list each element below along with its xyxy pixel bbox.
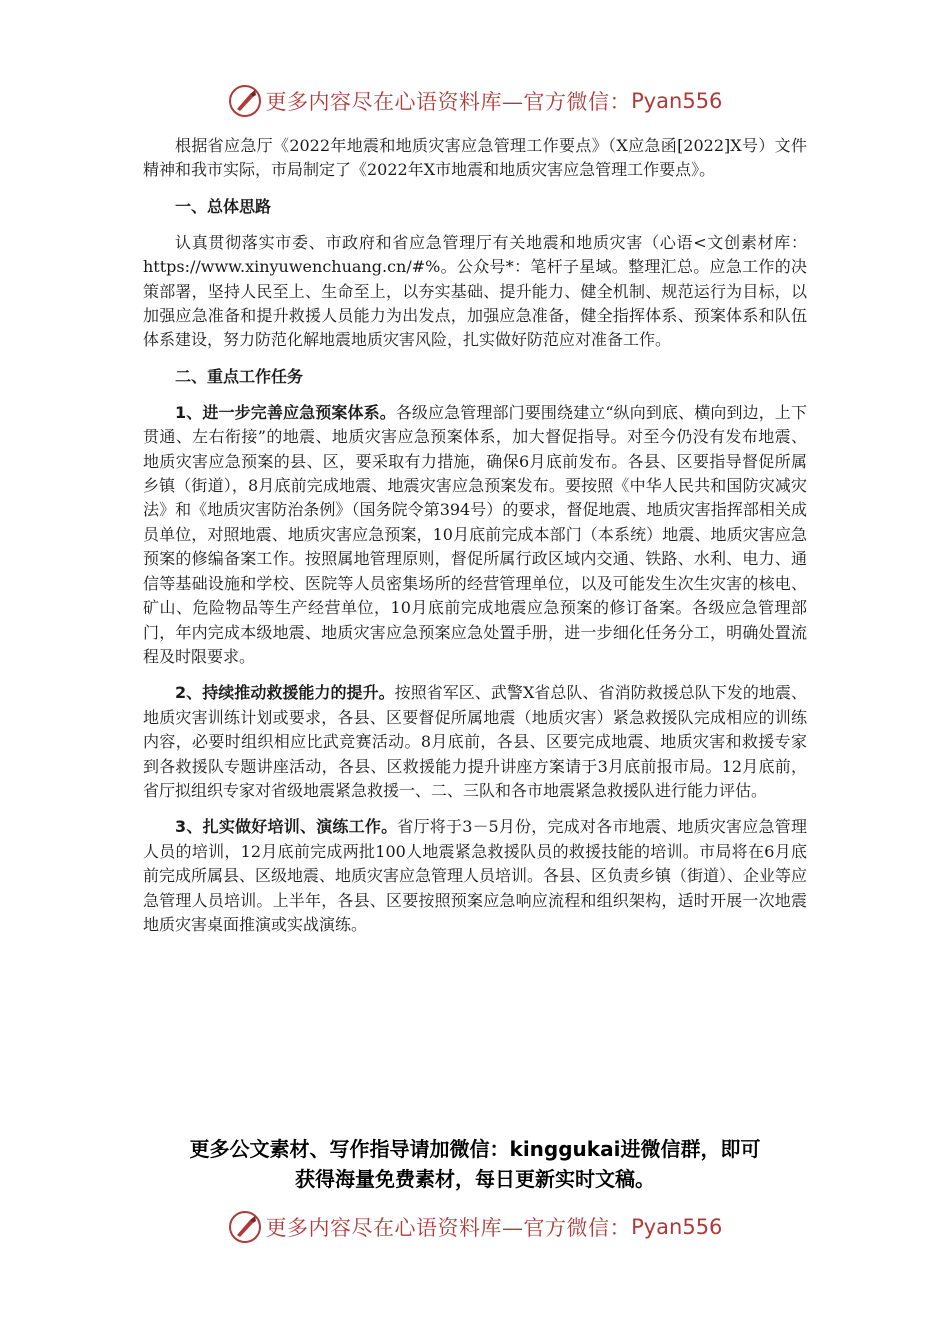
footer-advertisement [143,1134,807,1194]
task-lead-1: 1、进一步完善应急预案体系。 [175,402,396,422]
banner-wechat-id: Pyan556 [631,89,723,113]
banner-wechat-id: Pyan556 [631,1215,723,1239]
banner-text: 更多内容尽在心语资料库—官方微信： [265,1216,632,1240]
task-body-1: 各级应急管理部门要围绕建立“纵向到底、横向到边，上下贯通、左右衔接”的地震、地质灾害应急预案体系，加大督促指导。对至今仍没有发布地震、地质灾害应急预案的县、区，要采取有力措施，确保6月底前发布。各县、区要指导督促所属乡镇（街道），8月底前完成地震、地震灾害应急预案发布。要按照《中华人民共和国防灾减灾法》和《地质灾害防治条例》（国务院令第394号）的要求，督促地震、地质灾害指挥部相关成员单位，对照地震、地质灾害应急预案，10月底前完成本部门（本系统）地震、地质灾害应急预案的修编备案工作。按照属地管理原则，督促所属行政区域内交通、铁路、水利、电力、通信等基础设施和学校、医院等人员密集场所的经营管理单位，以及可能发生次生灾害的核电、矿山、危险物品等生产经营单位，10月底前完成地震应急预案的修订备案。各级应急管理部门，年内完成本级地震、地质灾害应急预案应急处置手册，进一步细化任务分工，明确处置流程及时限要求。 [143,402,807,666]
document-body [143,134,807,937]
section-heading-key-tasks: 二、重点工作任务 [175,366,304,386]
top-banner [0,84,950,118]
task-paragraph-1 [143,401,807,669]
banner-text: 更多内容尽在心语资料库—官方微信： [265,90,632,114]
quill-logo-icon [228,1210,262,1244]
intro-paragraph: 根据省应急厅《2022年地震和地质灾害应急管理工作要点》（X应急函[2022]X号）文件精神和我市实际，市局制定了《2022年X市地震和地质灾害应急管理工作要点》。 [143,136,807,180]
task-paragraph-3 [143,815,807,937]
bottom-banner [0,1210,950,1244]
general-idea-paragraph: 认真贯彻落实市委、市政府和省应急管理厅有关地震和地质灾害（心语<文创素材库：https://www.xinyuwenchuang.cn/#%。公众号*：笔杆子星域。整理汇总。应急工作的决策部署，坚持人民至上、生命至上，以夯实基础、提升能力、健全机制、规范运行为目标，以加强应急准备和提升救援人员能力为出发点，加强应急准备，健全指挥体系、预案体系和队伍体系建设，努力防范化解地震地质灾害风险，扎实做好防范应对准备工作。 [143,232,807,350]
footer-ad-line-1: 更多公文素材、写作指导请加微信：kinggukai进微信群，即可 [189,1137,761,1161]
task-lead-3: 3、扎实做好培训、演练工作。 [175,817,398,837]
task-paragraph-2 [143,681,807,803]
quill-logo-icon [228,84,262,118]
section-heading-general-idea: 一、总体思路 [175,196,272,216]
task-body-2: 按照省军区、武警X省总队、省消防救援总队下发的地震、地质灾害训练计划或要求，各县、区要督促所属地震（地质灾害）紧急救援队完成相应的训练内容，必要时组织相应比武竞赛活动。8月底前，各县、区要完成地震、地质灾害和救援专家到各救援队专题讲座活动，各县、区救援能力提升讲座方案请于3月底前报市局。12月底前，省厅拟组织专家对省级地震紧急救援一、二、三队和各市地震紧急救援队进行能力评估。 [143,683,807,800]
footer-ad-line-2: 获得海量免费素材，每日更新实时文稿。 [295,1167,655,1191]
task-body-3: 省厅将于3－5月份，完成对各市地震、地质灾害应急管理人员的培训，12月底前完成两批100人地震紧急救援队员的救援技能的培训。市局将在6月底前完成所属县、区级地震、地质灾害应急管理人员培训。各县、区负责乡镇（街道）、企业等应急管理人员培训。上半年，各县、区要按照预案应急响应流程和组织架构，适时开展一次地震地质灾害桌面推演或实战演练。 [143,817,808,934]
task-lead-2: 2、持续推动救援能力的提升。 [175,683,395,703]
